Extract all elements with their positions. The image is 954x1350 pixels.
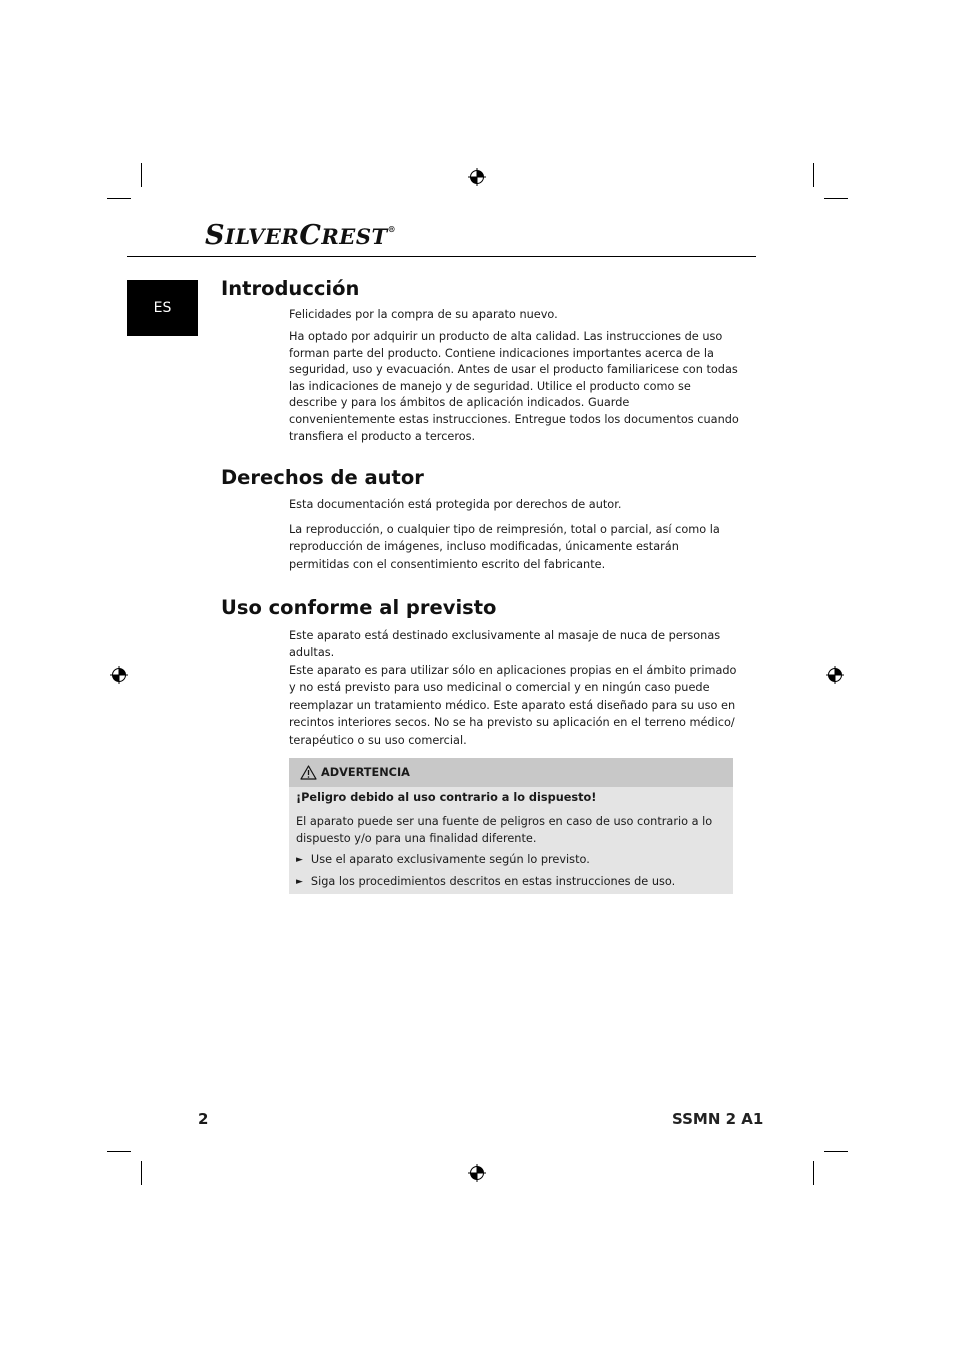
registration-mark-icon <box>826 666 844 684</box>
paragraph: Este aparato es para utilizar sólo en aplicaciones propias en el ámbito primado y no está previsto para uso medicinal o comercial y en ningún caso puede reemplazar un tratamiento médico. Este aparato está diseñado para su uso en recintos interiores secos. No se ha previsto su aplicación en el terreno médico/ terapéutico o su uso comercial. <box>289 664 737 747</box>
header-rule <box>127 256 756 257</box>
crop-mark <box>141 1161 142 1185</box>
warning-bullet: ► Use el aparato exclusivamente según lo previsto. <box>296 853 590 866</box>
crop-mark <box>813 1161 814 1185</box>
crop-mark <box>141 163 142 187</box>
warning-title: ¡Peligro debido al uso contrario a lo dispuesto! <box>296 791 597 804</box>
crop-mark <box>824 198 848 199</box>
warning-bullet: ► Siga los procedimientos descritos en estas instrucciones de uso. <box>296 875 676 888</box>
model-number: SSMN 2 A1 <box>672 1110 764 1128</box>
warning-triangle-icon <box>300 765 317 780</box>
registration-mark-icon <box>468 168 486 186</box>
section-title: Derechos de autor <box>221 466 424 489</box>
crop-mark <box>824 1151 848 1152</box>
brand-logo: SILVERCREST® <box>205 220 397 251</box>
warning-label: ADVERTENCIA <box>321 766 410 779</box>
crop-mark <box>813 163 814 187</box>
warning-box <box>289 758 733 894</box>
crop-mark <box>107 1151 131 1152</box>
registration-mark-icon <box>468 1164 486 1182</box>
section-title: Introducción <box>221 277 360 300</box>
paragraph: Este aparato está destinado exclusivamente al masaje de nuca de personas adultas. <box>289 629 721 660</box>
warning-header <box>289 758 733 787</box>
language-tab: ES <box>127 280 198 336</box>
paragraph: La reproducción, o cualquier tipo de reimpresión, total o parcial, así como la reproducción de imágenes, incluso modificadas, únicamente estarán permitidas con el consentimiento escrito del fabricante. <box>289 523 720 571</box>
paragraph: Ha optado por adquirir un producto de alta calidad. Las instrucciones de uso forman parte del producto. Contiene indicaciones importantes acerca de la seguridad, uso y evacuación. Antes de usar el producto familiaricese con todas las indicaciones de manejo y de seguridad. Utilice el producto como se describe y para los ámbitos de aplicación indicados. Guarde convenientemente estas instrucciones. Entregue todos los documentos cuando transfiera el producto a terceros. <box>289 330 739 443</box>
warning-text: El aparato puede ser una fuente de peligros en caso de uso contrario a lo dispuesto y/o para una finalidad diferente. <box>296 815 713 845</box>
section-title: Uso conforme al previsto <box>221 596 497 619</box>
page-number: 2 <box>198 1110 209 1128</box>
paragraph: Esta documentación está protegida por derechos de autor. <box>289 498 622 511</box>
paragraph: Felicidades por la compra de su aparato nuevo. <box>289 308 558 321</box>
registration-mark-icon <box>110 666 128 684</box>
arrow-right-icon: ► <box>296 854 303 865</box>
crop-mark <box>107 198 131 199</box>
arrow-right-icon: ► <box>296 876 303 887</box>
